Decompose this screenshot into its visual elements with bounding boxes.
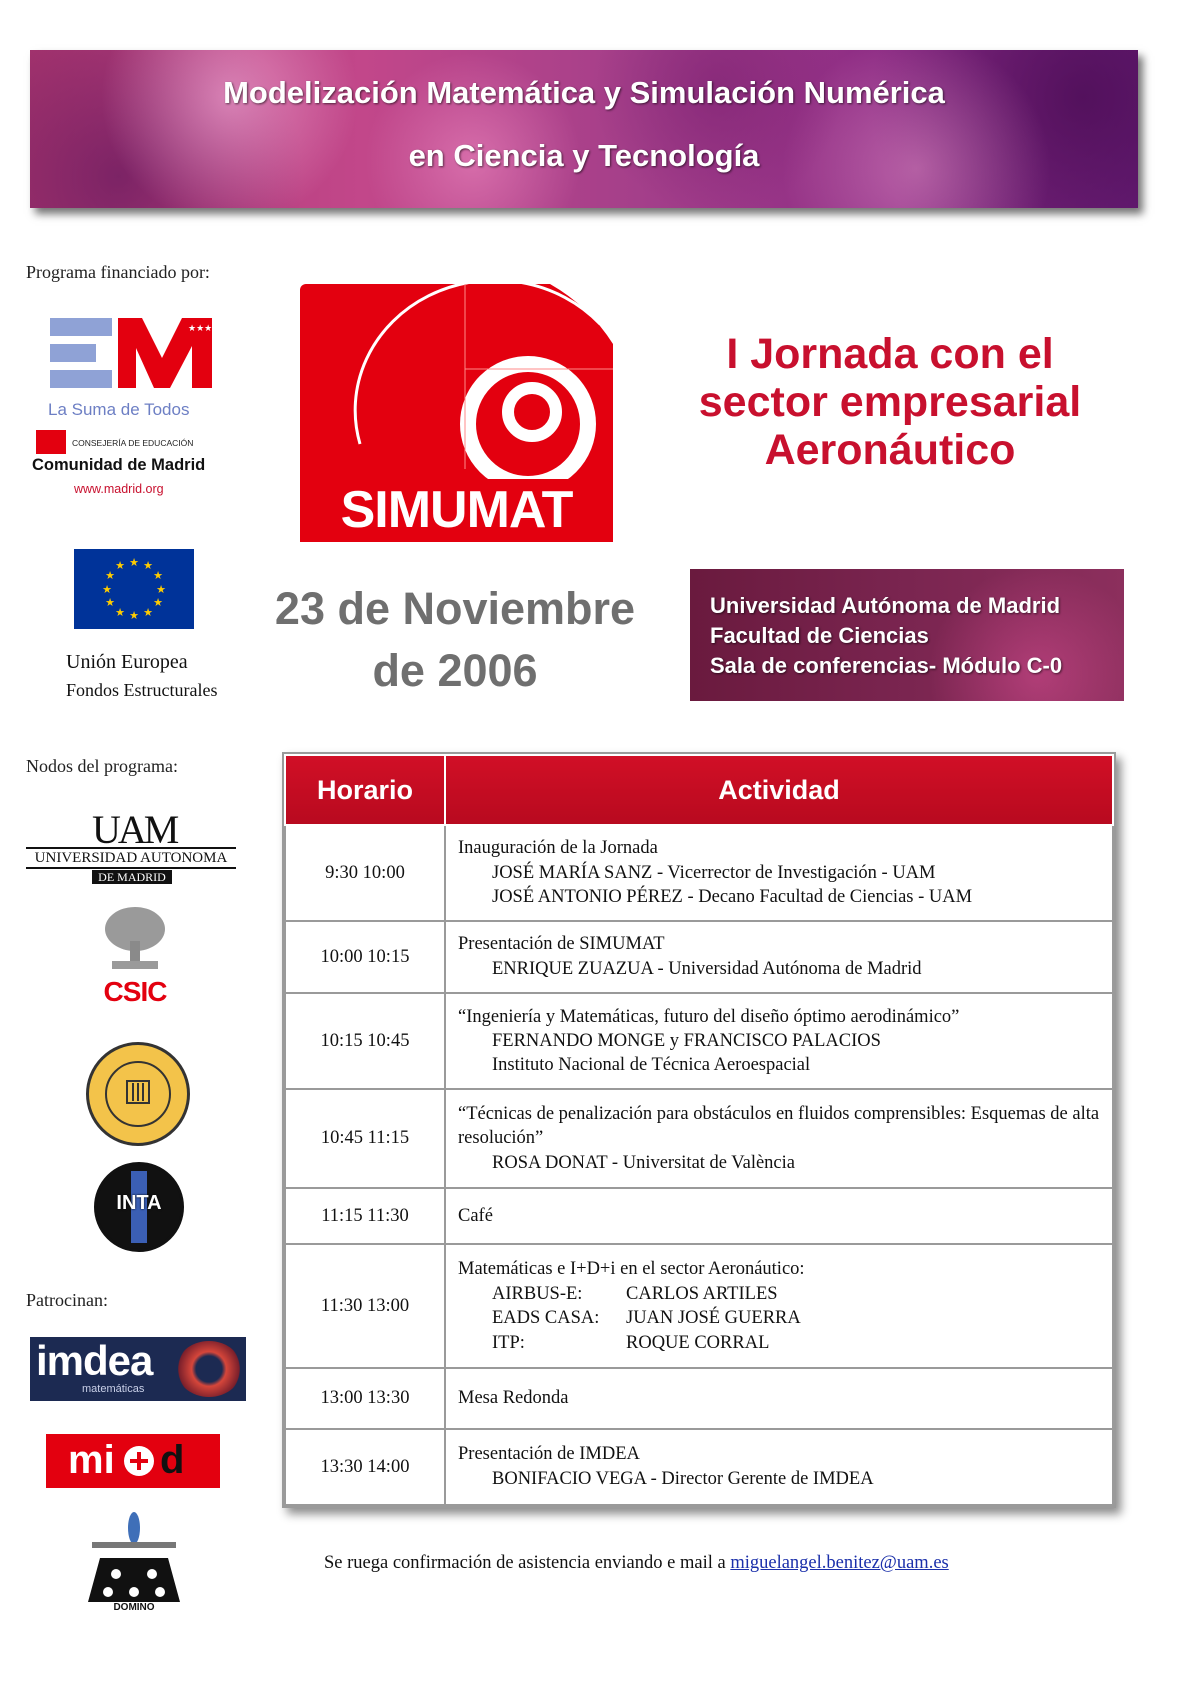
- sponsors-label: Patrocinan:: [26, 1290, 108, 1310]
- company-speaker: ROQUE CORRAL: [626, 1332, 770, 1353]
- event-date-line1: 23 de Noviembre: [274, 583, 636, 634]
- svg-text:★: ★: [143, 559, 153, 572]
- consejeria-logo: [32, 430, 236, 496]
- table-row: [285, 1244, 1113, 1368]
- imdea-sub: matemáticas: [82, 1383, 145, 1395]
- header-banner: [30, 50, 1138, 208]
- row-activity: Café: [445, 1188, 1113, 1244]
- company-name: ITP:: [492, 1332, 525, 1353]
- table-header-row: [285, 755, 1113, 825]
- row-activity: [445, 993, 1113, 1089]
- banner-title-line2: en Ciencia y Tecnología: [408, 138, 760, 173]
- table-row: [285, 1188, 1113, 1244]
- imdea-swirl-icon: [176, 1341, 242, 1397]
- event-title-line2: sector empresarial: [698, 378, 1082, 426]
- header-time: Horario: [285, 755, 445, 825]
- row-activity: [445, 825, 1113, 920]
- eu-line1: Unión Europea: [66, 651, 188, 673]
- activity-title: “Ingeniería y Matemáticas, futuro del diseño óptimo aerodinámico”: [458, 1006, 960, 1027]
- cm-tagline: La Suma de Todos: [48, 400, 190, 419]
- footer-note: [324, 1553, 949, 1574]
- mid-plus-icon: [124, 1446, 154, 1476]
- event-date-line2: de 2006: [372, 645, 538, 696]
- cm-url: www.madrid.org: [74, 482, 164, 496]
- uam-logo: [26, 807, 240, 884]
- row-time: 13:30 14:00: [285, 1429, 445, 1505]
- svg-text:★: ★: [153, 569, 163, 582]
- table-row: [285, 921, 1113, 993]
- activity-speaker: JOSÉ MARÍA SANZ - Vicerrector de Investigación - UAM: [492, 862, 936, 883]
- activity-speaker: BONIFACIO VEGA - Director Gerente de IMDEA: [492, 1468, 874, 1489]
- row-time: 11:30 13:00: [285, 1244, 445, 1368]
- contact-email-link[interactable]: miguelangel.benitez@uam.es: [730, 1553, 949, 1573]
- csic-text: CSIC: [103, 976, 167, 1007]
- csic-tree-icon: [100, 905, 170, 975]
- svg-text:★: ★: [153, 596, 163, 609]
- event-title-line3: Aeronáutico: [764, 426, 1016, 474]
- activity-title: Presentación de SIMUMAT: [458, 934, 665, 955]
- footer-text: Se ruega confirmación de asistencia enviando e mail a: [324, 1553, 731, 1573]
- imdea-logo: [30, 1337, 246, 1401]
- svg-text:★★★★: ★★★★: [188, 324, 218, 334]
- mid-logo: [46, 1434, 220, 1488]
- row-activity: [445, 1089, 1113, 1187]
- activity-affiliation: Instituto Nacional de Técnica Aeroespacial: [492, 1055, 811, 1076]
- svg-text:★: ★: [115, 559, 125, 572]
- domino-text: DOMINO: [113, 1602, 155, 1613]
- activity-title: “Técnicas de penalización para obstáculos en fluidos comprensibles: Esquemas de alta resolución”: [458, 1103, 1100, 1149]
- cm-dept: CONSEJERÍA DE EDUCACIÓN: [72, 438, 194, 448]
- simumat-logo-text: SIMUMAT: [340, 481, 573, 539]
- table-row: [285, 993, 1113, 1089]
- event-title: [650, 330, 1130, 474]
- mid-text-right: d: [160, 1438, 185, 1482]
- activity-title: Presentación de IMDEA: [458, 1444, 640, 1465]
- company-name: AIRBUS-E:: [492, 1283, 583, 1304]
- svg-text:★: ★: [143, 606, 153, 619]
- activity-company-row: [458, 1282, 1100, 1306]
- row-activity: [445, 921, 1113, 993]
- venue-line1: Universidad Autónoma de Madrid: [710, 593, 1061, 618]
- domino-logo: [86, 1512, 182, 1618]
- row-activity: [445, 1429, 1113, 1505]
- event-title-line1: I Jornada con el: [726, 330, 1054, 378]
- activity-speaker: JOSÉ ANTONIO PÉREZ - Decano Facultad de Ciencias - UAM: [492, 887, 973, 908]
- row-activity: [445, 1244, 1113, 1368]
- svg-text:★: ★: [129, 609, 139, 622]
- row-time: 10:15 10:45: [285, 993, 445, 1089]
- company-speaker: CARLOS ARTILES: [626, 1283, 778, 1304]
- venue-line3: Sala de conferencias- Módulo C-0: [710, 653, 1063, 678]
- svg-text:★: ★: [129, 556, 139, 569]
- row-time: 10:45 11:15: [285, 1089, 445, 1187]
- eu-flag-icon: [74, 549, 194, 629]
- activity-speaker: FERNANDO MONGE y FRANCISCO PALACIOS: [492, 1030, 881, 1051]
- activity-speaker: ENRIQUE ZUAZUA - Universidad Autónoma de Madrid: [492, 958, 922, 979]
- svg-text:★: ★: [115, 606, 125, 619]
- imdea-text: imdea: [36, 1337, 153, 1384]
- activity-title: Matemáticas e I+D+i en el sector Aeronáutico:: [458, 1259, 805, 1280]
- svg-text:★: ★: [105, 569, 115, 582]
- table-row: [285, 1429, 1113, 1505]
- table-row: [285, 1368, 1113, 1428]
- activity-speaker: ROSA DONAT - Universitat de València: [492, 1152, 795, 1173]
- row-activity: Mesa Redonda: [445, 1368, 1113, 1428]
- svg-text:★: ★: [102, 583, 112, 596]
- banner-title-line1: Modelización Matemática y Simulación Numérica: [223, 75, 945, 110]
- venue-line2: Facultad de Ciencias: [710, 623, 929, 648]
- funding-label: Programa financiado por:: [26, 262, 210, 282]
- cm-flag-icon: [36, 430, 66, 454]
- header-activity: Actividad: [445, 755, 1113, 825]
- row-time: 11:15 11:30: [285, 1188, 445, 1244]
- event-date: [250, 578, 660, 702]
- activity-company-row: [458, 1331, 1100, 1355]
- uc3m-seal-icon: [86, 1042, 190, 1146]
- activity-company-row: [458, 1306, 1100, 1330]
- nodes-label: Nodos del programa:: [26, 756, 178, 776]
- row-time: 13:00 13:30: [285, 1368, 445, 1428]
- comunidad-madrid-logo: [48, 318, 218, 418]
- row-time: 10:00 10:15: [285, 921, 445, 993]
- company-name: EADS CASA:: [492, 1308, 600, 1329]
- company-speaker: JUAN JOSÉ GUERRA: [626, 1308, 801, 1329]
- row-time: 9:30 10:00: [285, 825, 445, 920]
- activity-title: Inauguración de la Jornada: [458, 838, 658, 859]
- mid-text-left: mi: [68, 1438, 115, 1482]
- svg-text:★: ★: [156, 583, 166, 596]
- table-row: [285, 1089, 1113, 1187]
- schedule-table: [282, 752, 1116, 1508]
- uam-mark: UAM: [92, 807, 177, 852]
- table-row: [285, 825, 1113, 920]
- uam-name2: DE MADRID: [92, 870, 172, 884]
- eu-line2: Fondos Estructurales: [66, 680, 218, 700]
- inta-text: INTA: [116, 1192, 162, 1214]
- cm-name: Comunidad de Madrid: [32, 456, 206, 474]
- simumat-logo: [300, 284, 613, 542]
- venue-box: [690, 569, 1124, 701]
- uam-name1: UNIVERSIDAD AUTONOMA: [26, 847, 236, 869]
- inta-logo: [94, 1162, 184, 1252]
- svg-text:★: ★: [105, 596, 115, 609]
